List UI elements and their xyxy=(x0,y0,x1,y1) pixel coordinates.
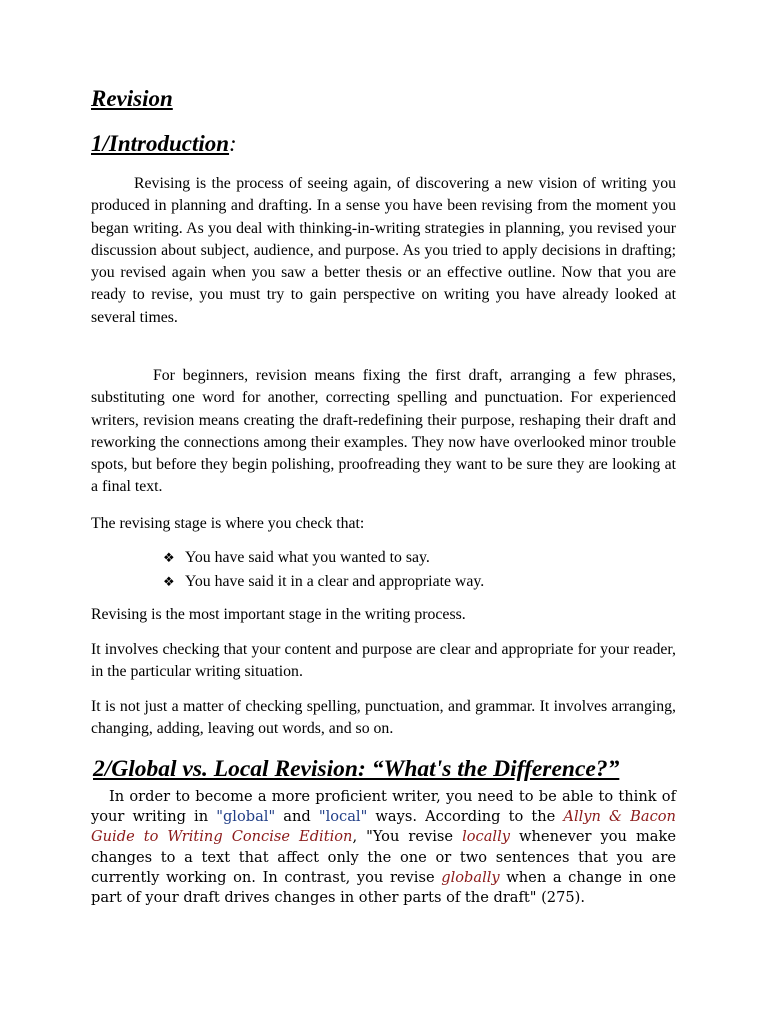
term-global: "global" xyxy=(216,808,276,826)
term-locally: locally xyxy=(462,828,511,846)
list-item-text: You have said it in a clear and appropriate way. xyxy=(185,572,485,590)
list-item xyxy=(163,571,484,595)
paragraph-most-important: Revising is the most important stage in the writing process. xyxy=(91,606,466,623)
term-globally: globally xyxy=(441,868,500,886)
page-title: Revision xyxy=(91,86,173,111)
text-run: whenever you make changes to a text that affect only the one or two sentences that you are currently working on. In contrast, you revise xyxy=(91,828,676,886)
paragraph-beginners: For beginners, revision means fixing the first draft, arranging a few phrases, substituting one word for another, correcting spelling and punctuation. For experienced writers, revision means creating the draft-redefining their purpose, reshaping their draft and reworking the connections among their examples. They now have overlooked minor trouble spots, but before they begin polishing, proofreading they want to be sure they are looking at a final text. xyxy=(91,367,676,496)
book-title: Allyn & Bacon Guide to Writing Concise Edition xyxy=(91,808,676,846)
term-local: "local" xyxy=(318,808,368,826)
list-item xyxy=(163,547,484,571)
text-run: In order to become a more proficient writer, you need to be able to think of your writing in xyxy=(91,788,676,826)
section-heading-text: 2/Global vs. Local Revision: “What's the Difference?” xyxy=(93,756,620,782)
bullet-list xyxy=(163,547,484,594)
diamond-bullet-icon: ❖ xyxy=(163,574,175,590)
text-run: , "You revise xyxy=(352,828,463,846)
text-run: ways. According to the xyxy=(367,808,564,826)
section-heading-global-local xyxy=(93,756,619,783)
section-heading-text: 1/Introduction xyxy=(91,131,230,156)
diamond-bullet-icon: ❖ xyxy=(163,551,175,566)
paragraph-revising-stage: The revising stage is where you check that: xyxy=(91,515,365,532)
text-run: when a change in one part of your draft drives changes in other parts of the draft" (275). xyxy=(91,868,676,907)
paragraph-global-local xyxy=(91,787,676,908)
section-heading-introduction xyxy=(91,131,237,157)
section-heading-colon: : xyxy=(229,131,237,156)
paragraph-intro: Revising is the process of seeing again, of discovering a new vision of writing you produced in planning and drafting. In a sense you have been revising from the moment you began writing. As you deal with thinking-in-writing strategies in planning, you revised your discussion about subject, audience, and purpose. As you tried to apply decisions in drafting; you revised again when you saw a better thesis or an effective outline. Now that you are ready to revise, you must try to gain perspective on writing you have already looked at several times. xyxy=(91,175,676,326)
paragraph-content-purpose: It involves checking that your content and purpose are clear and appropriate for your reader, in the particular writing situation. xyxy=(91,641,676,681)
text-run: and xyxy=(275,808,319,826)
paragraph-not-just-spelling: It is not just a matter of checking spelling, punctuation, and grammar. It involves arranging, changing, adding, leaving out words, and so on. xyxy=(91,698,676,738)
list-item-text: You have said what you wanted to say. xyxy=(185,549,430,566)
